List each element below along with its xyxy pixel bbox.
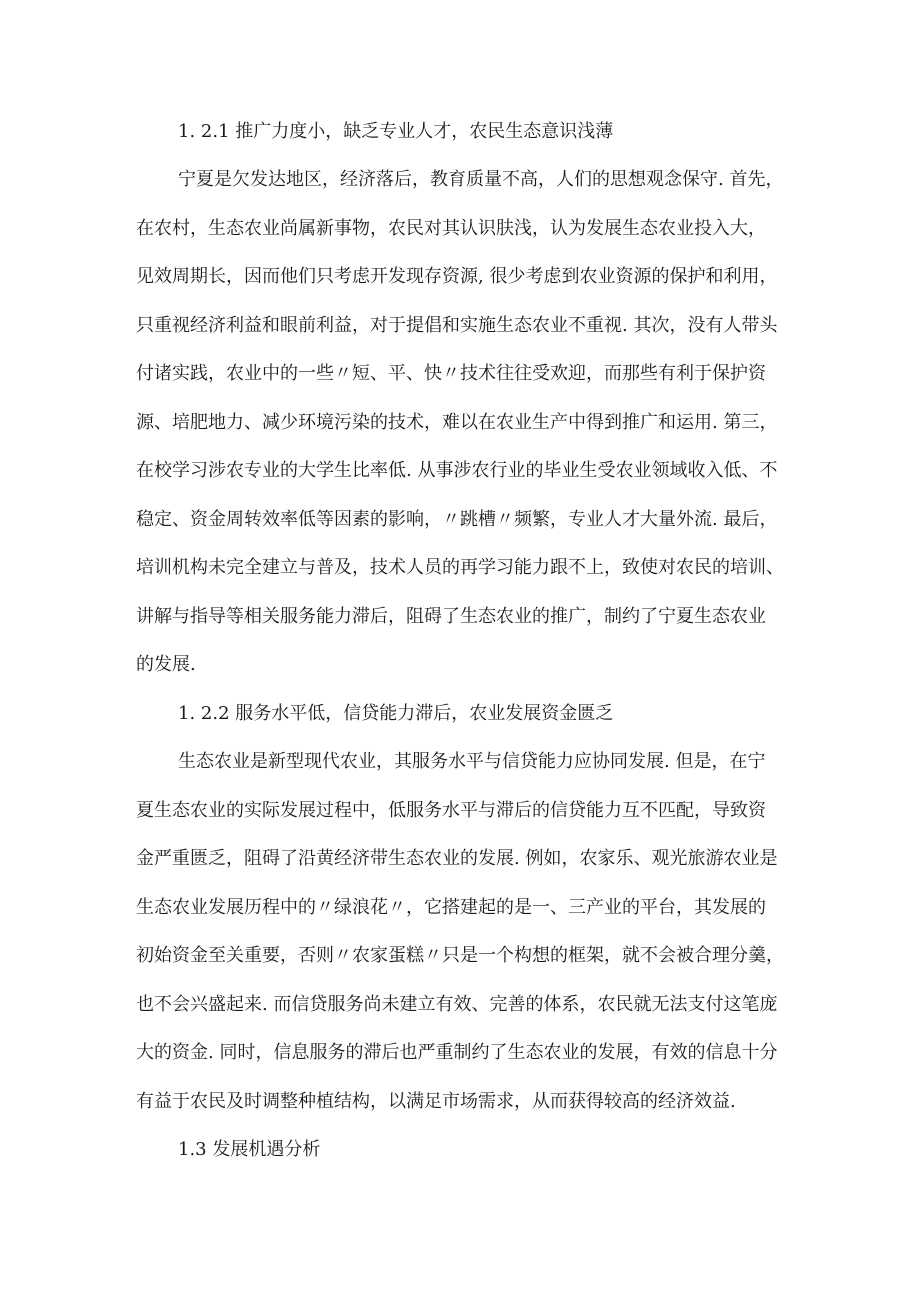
section-heading-1-2-1: 1. 2.1 推广力度小，缺乏专业人才，农民生态意识浅薄 bbox=[178, 121, 614, 142]
section-heading-1-2-2: 1. 2.2 服务水平低，信贷能力滞后，农业发展资金匮乏 bbox=[178, 703, 614, 724]
paragraph-line: 生态农业发展历程中的〃绿浪花〃，它搭建起的是一、三产业的平台，其发展的 bbox=[136, 897, 766, 918]
paragraph-line: 付诸实践，农业中的一些〃短、平、快〃技术往往受欢迎，而那些有利于保护资 bbox=[136, 363, 766, 384]
paragraph-line: 宁夏是欠发达地区，经济落后，教育质量不高，人们的思想观念保守. 首先， bbox=[178, 169, 784, 190]
paragraph-line: 生态农业是新型现代农业，其服务水平与信贷能力应协同发展. 但是，在宁 bbox=[178, 751, 766, 772]
paragraph-line: 见效周期长，因而他们只考虑开发现存资源, 很少考虑到农业资源的保护和利用， bbox=[136, 266, 778, 287]
paragraph-line: 金严重匮乏，阻碍了沿黄经济带生态农业的发展. 例如，农家乐、观光旅游农业是 bbox=[136, 848, 778, 869]
paragraph-line: 在农村，生态农业尚属新事物，农民对其认识肤浅，认为发展生态农业投入大， bbox=[136, 218, 766, 239]
paragraph-line: 大的资金. 同时，信息服务的滞后也严重制约了生态农业的发展，有效的信息十分 bbox=[136, 1042, 778, 1063]
paragraph-line: 源、培肥地力、减少环境污染的技术，难以在农业生产中得到推广和运用. 第三， bbox=[136, 412, 778, 433]
section-heading-1-3: 1.3 发展机遇分析 bbox=[178, 1139, 321, 1160]
paragraph-line: 讲解与指导等相关服务能力滞后，阻碍了生态农业的推广，制约了宁夏生态农业 bbox=[136, 606, 766, 627]
paragraph-line: 的发展. bbox=[136, 654, 196, 675]
paragraph-line: 夏生态农业的实际发展过程中，低服务水平与滞后的信贷能力互不匹配，导致资 bbox=[136, 800, 766, 821]
paragraph-line: 稳定、资金周转效率低等因素的影响，〃跳槽〃频繁，专业人才大量外流. 最后， bbox=[136, 509, 778, 530]
paragraph-line: 初始资金至关重要，否则〃农家蛋糕〃只是一个构想的框架，就不会被合理分羹， bbox=[136, 945, 784, 966]
paragraph-line: 在校学习涉农专业的大学生比率低. 从事涉农行业的毕业生受农业领域收入低、不 bbox=[136, 460, 778, 481]
paragraph-line: 只重视经济利益和眼前利益，对于提倡和实施生态农业不重视. 其次，没有人带头 bbox=[136, 315, 778, 336]
paragraph-line: 也不会兴盛起来. 而信贷服务尚未建立有效、完善的体系，农民就无法支付这笔庞 bbox=[136, 994, 778, 1015]
paragraph-line: 有益于农民及时调整种植结构，以满足市场需求，从而获得较高的经济效益. bbox=[136, 1091, 736, 1112]
paragraph-line: 培训机构未完全建立与普及，技术人员的再学习能力跟不上，致使对农民的培训、 bbox=[136, 557, 784, 578]
